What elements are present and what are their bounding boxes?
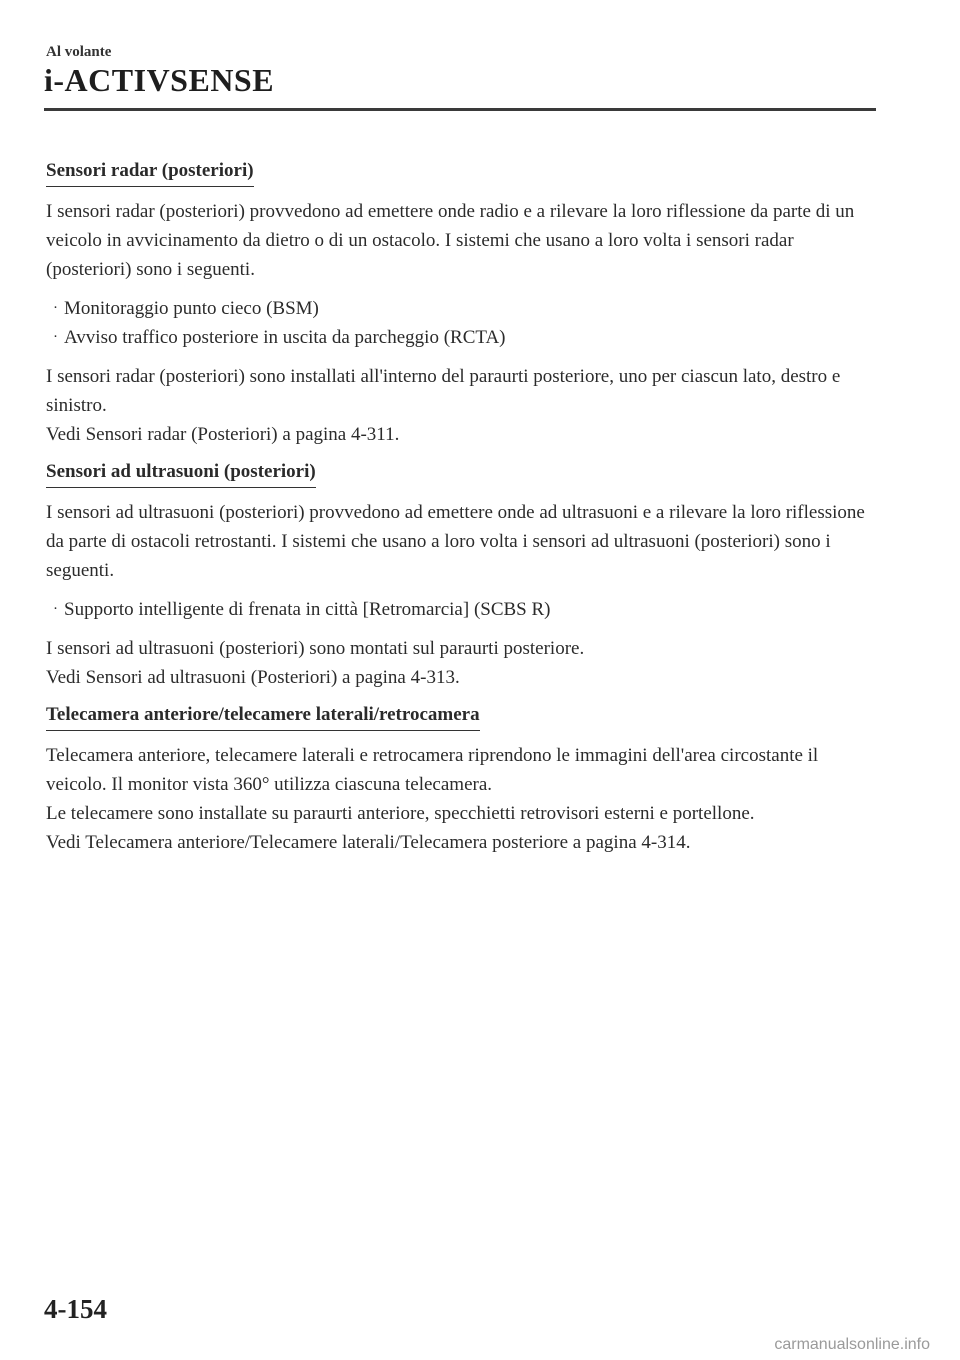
section-body: I sensori ad ultrasuoni (posteriori) sono montati sul paraurti posteriore. Vedi Sensori ad ultrasuoni (Posteriori) a pagina 4-313.: [46, 634, 876, 692]
section-cameras: [46, 702, 876, 857]
section-radar-sensors: [46, 158, 876, 449]
page-reference: Vedi Sensori ad ultrasuoni (Posteriori) a pagina 4-313.: [46, 667, 460, 688]
watermark: carmanualsonline.info: [774, 1336, 930, 1353]
section-ultrasonic-sensors: [46, 459, 876, 692]
page-reference: Vedi Sensori radar (Posteriori) a pagina 4-311.: [46, 424, 400, 445]
system-list: [46, 595, 876, 624]
list-item: · Avviso traffico posteriore in uscita da parcheggio (RCTA): [46, 323, 876, 352]
page-title: i-ACTIVSENSE: [44, 62, 275, 98]
section-body: I sensori radar (posteriori) sono installati all'interno del paraurti posteriore, uno per ciascun lato, destro e sinistro. Vedi Sensori radar (Posteriori) a pagina 4-311.: [46, 362, 876, 449]
header-section-label: Al volante: [46, 44, 112, 60]
bullet-dot-icon: ·: [53, 329, 58, 345]
header-rule: [44, 108, 876, 111]
bullet-dot-icon: ·: [53, 300, 58, 316]
system-list: [46, 294, 876, 352]
bullet-dot-icon: ·: [53, 601, 58, 617]
section-intro: I sensori ad ultrasuoni (posteriori) provvedono ad emettere onde ad ultrasuoni e a rilevare la loro riflessione da parte di ostacoli retrostanti. I sistemi che usano a loro volta i sensori ad ultrasuoni (posteriori) sono i seguenti.: [46, 502, 865, 581]
section-heading: Sensori ad ultrasuoni (posteriori): [46, 459, 316, 488]
list-item: · Supporto intelligente di frenata in città [Retromarcia] (SCBS R): [46, 595, 876, 624]
section-heading: Telecamera anteriore/telecamere laterali/retrocamera: [46, 702, 480, 731]
section-heading: Sensori radar (posteriori): [46, 158, 254, 187]
page-reference: Vedi Telecamera anteriore/Telecamere laterali/Telecamera posteriore a pagina 4-314.: [46, 832, 691, 853]
page-content: [46, 158, 876, 867]
list-item: · Monitoraggio punto cieco (BSM): [46, 294, 876, 323]
page-number: 4-154: [44, 1294, 107, 1324]
section-body: Telecamera anteriore, telecamere laterali e retrocamera riprendono le immagini dell'area circostante il veicolo. Il monitor vista 360° utilizza ciascuna telecamera. Le telecamere sono installate su paraurti anteriore, specchietti retrovisori esterni e portellone. Vedi Telecamera anteriore/Telecamere laterali/Telecamera posteriore a pagina 4-314.: [46, 741, 876, 857]
section-intro: I sensori radar (posteriori) provvedono ad emettere onde radio e a rilevare la loro riflessione da parte di un veicolo in avvicinamento da dietro o di un ostacolo. I sistemi che usano a loro volta i sensori radar (posteriori) sono i seguenti.: [46, 201, 855, 280]
